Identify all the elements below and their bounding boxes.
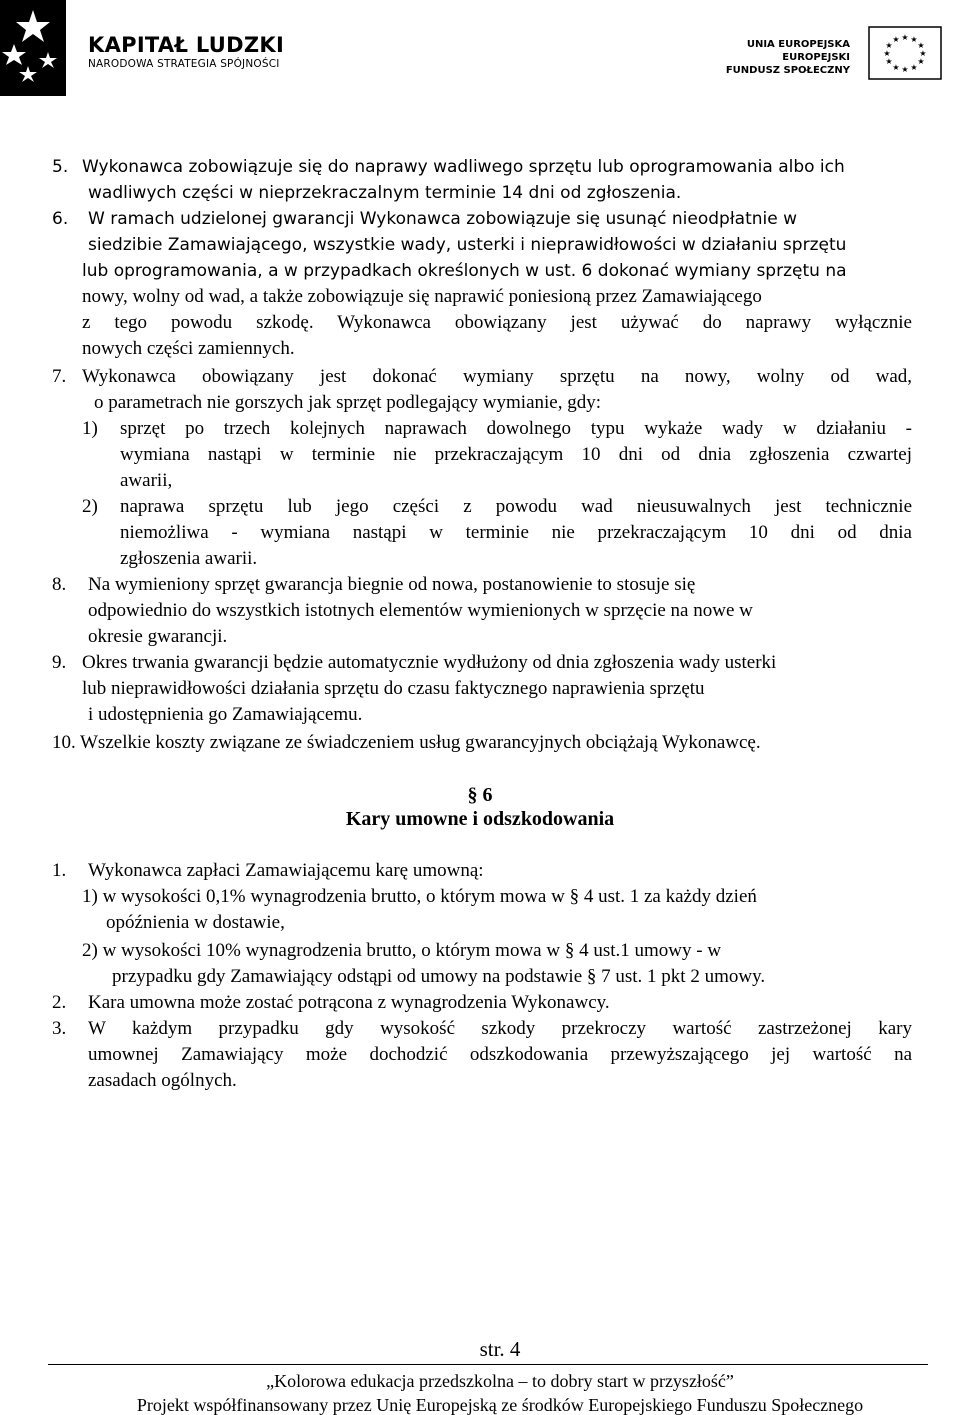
section-6-point-2-line-1: Kara umowna może zostać potrącona z wynagrodzenia Wykonawcy. xyxy=(88,992,610,1013)
item-7-number: 7. xyxy=(52,366,67,387)
item-7-sub-2-line-1: naprawa sprzętu lub jego części z powodu wad nieusuwalnych jest technicznie xyxy=(120,496,912,517)
item-9-line-3: i udostępnienia go Zamawiającemu. xyxy=(88,704,363,725)
item-9-line-1: Okres trwania gwarancji będzie automatycznie wydłużony od dnia zgłoszenia wady usterki xyxy=(82,652,777,673)
eu-line-2: EUROPEJSKI xyxy=(782,52,850,63)
item-7-line-2: o parametrach nie gorszych jak sprzęt podlegający wymianie, gdy: xyxy=(94,392,601,413)
svg-text:★: ★ xyxy=(910,63,918,72)
svg-text:★: ★ xyxy=(883,49,891,58)
item-7-sub-1-line-2: wymiana nastąpi w terminie nie przekraczającym 10 dni od dnia zgłoszenia czwartej xyxy=(120,444,912,465)
footer-divider xyxy=(48,1364,928,1365)
item-5-line-2: wadliwych części w nieprzekraczalnym terminie 14 dni od zgłoszenia. xyxy=(88,183,682,203)
eu-line-3: FUNDUSZ SPOŁECZNY xyxy=(725,65,850,76)
item-9-line-2: lub nieprawidłowości działania sprzętu do czasu faktycznego naprawienia sprzętu xyxy=(82,678,705,699)
item-8-line-2: odpowiednio do wszystkich istotnych elementów wymienionych w sprzęcie na nowe w xyxy=(88,600,753,621)
item-8-line-1: Na wymieniony sprzęt gwarancja biegnie od nowa, postanowienie to stosuje się xyxy=(88,574,696,595)
item-6-line-5: z tego powodu szkodę. Wykonawca obowiązany jest używać do naprawy wyłącznie xyxy=(82,312,912,333)
page-number: str. 4 xyxy=(479,1337,521,1361)
item-7-sub-1-line-1: sprzęt po trzech kolejnych naprawach dowolnego typu wykaże wady w działaniu - xyxy=(120,418,912,439)
svg-text:★: ★ xyxy=(919,49,927,58)
kapital-ludzki-logo-icon xyxy=(0,0,66,96)
svg-text:★: ★ xyxy=(901,65,909,74)
kapital-ludzki-subtitle: NARODOWA STRATEGIA SPÓJNOŚCI xyxy=(88,58,280,70)
section-6-point-1-sub-1-line-1: 1) w wysokości 0,1% wynagrodzenia brutto, o którym mowa w § 4 ust. 1 za każdy dzień xyxy=(82,886,757,907)
item-7-sub-2-line-3: zgłoszenia awarii. xyxy=(120,548,258,569)
section-6-point-3-line-2: umownej Zamawiający może dochodzić odszkodowania przewyższającego jej wartość na xyxy=(88,1044,912,1065)
item-5-number: 5. xyxy=(52,157,69,177)
item-6-number: 6. xyxy=(52,209,69,229)
item-6-line-1: W ramach udzielonej gwarancji Wykonawca zobowiązuje się usunąć nieodpłatnie w xyxy=(88,209,797,229)
section-6-symbol: § 6 xyxy=(467,784,493,806)
section-6-point-1-sub-2-line-1: 2) w wysokości 10% wynagrodzenia brutto, o którym mowa w § 4 ust.1 umowy - w xyxy=(82,940,722,961)
svg-text:★: ★ xyxy=(892,63,900,72)
svg-text:★: ★ xyxy=(917,41,925,50)
section-6-point-1-sub-1-line-2: opóźnienia w dostawie, xyxy=(106,912,285,933)
page-header xyxy=(0,0,960,100)
kapital-ludzki-title: KAPITAŁ LUDZKI xyxy=(88,33,285,57)
eu-line-1: UNIA EUROPEJSKA xyxy=(746,39,850,50)
item-7-sub-2-number: 2) xyxy=(82,496,98,517)
section-6-point-1-line-1: Wykonawca zapłaci Zamawiającemu karę umowną: xyxy=(88,860,484,881)
item-8-line-3: okresie gwarancji. xyxy=(88,626,228,647)
eu-branding xyxy=(726,38,850,77)
section-6-point-1-number: 1. xyxy=(52,860,67,881)
item-6-line-2: siedzibie Zamawiającego, wszystkie wady, usterki i nieprawidłowości w działaniu sprzętu xyxy=(88,235,847,255)
item-6-line-3: lub oprogramowania, a w przypadkach określonych w ust. 6 dokonać wymiany sprzętu na xyxy=(82,261,847,281)
item-9-number: 9. xyxy=(52,652,67,673)
svg-text:★: ★ xyxy=(910,35,918,44)
item-6-line-6: nowych części zamiennych. xyxy=(82,338,295,359)
item-8-number: 8. xyxy=(52,574,67,595)
footer-project-title: „Kolorowa edukacja przedszkolna – to dobry start w przyszłość” xyxy=(266,1371,734,1391)
item-10-line-1: Wszelkie koszty związane ze świadczeniem usług gwarancyjnych obciążają Wykonawcę. xyxy=(80,732,761,753)
svg-text:★: ★ xyxy=(892,35,900,44)
section-6-point-2-number: 2. xyxy=(52,992,67,1013)
svg-text:★: ★ xyxy=(885,41,893,50)
eu-flag-icon xyxy=(868,26,942,80)
section-6-title: Kary umowne i odszkodowania xyxy=(345,808,615,830)
section-6-point-3-line-3: zasadach ogólnych. xyxy=(88,1070,237,1091)
item-10-number: 10. xyxy=(52,732,76,753)
item-5-line-1: Wykonawca zobowiązuje się do naprawy wadliwego sprzętu lub oprogramowania albo ich xyxy=(82,157,845,177)
item-6-line-4: nowy, wolny od wad, a także zobowiązuje się naprawić poniesioną przez Zamawiającego xyxy=(82,286,762,307)
section-6-point-1-sub-2-line-2: przypadku gdy Zamawiający odstąpi od umowy na podstawie § 7 ust. 1 pkt 2 umowy. xyxy=(112,966,766,987)
svg-text:★: ★ xyxy=(885,57,893,66)
kapital-ludzki-branding xyxy=(88,33,284,71)
svg-text:★: ★ xyxy=(901,33,909,42)
item-7-sub-1-line-3: awarii, xyxy=(120,470,173,491)
svg-text:★: ★ xyxy=(917,57,925,66)
footer-cofinancing-note: Projekt współfinansowany przez Unię Europejską ze środków Europejskiego Funduszu Społecznego xyxy=(136,1395,864,1415)
section-6-point-3-line-1: W każdym przypadku gdy wysokość szkody przekroczy wartość zastrzeżonej kary xyxy=(88,1018,912,1039)
item-7-sub-2-line-2: niemożliwa - wymiana nastąpi w terminie nie przekraczającym 10 dni od dnia xyxy=(120,522,912,543)
item-7-sub-1-number: 1) xyxy=(82,418,98,439)
item-7-line-1: Wykonawca obowiązany jest dokonać wymiany sprzętu na nowy, wolny od wad, xyxy=(82,366,912,387)
section-6-point-3-number: 3. xyxy=(52,1018,67,1039)
